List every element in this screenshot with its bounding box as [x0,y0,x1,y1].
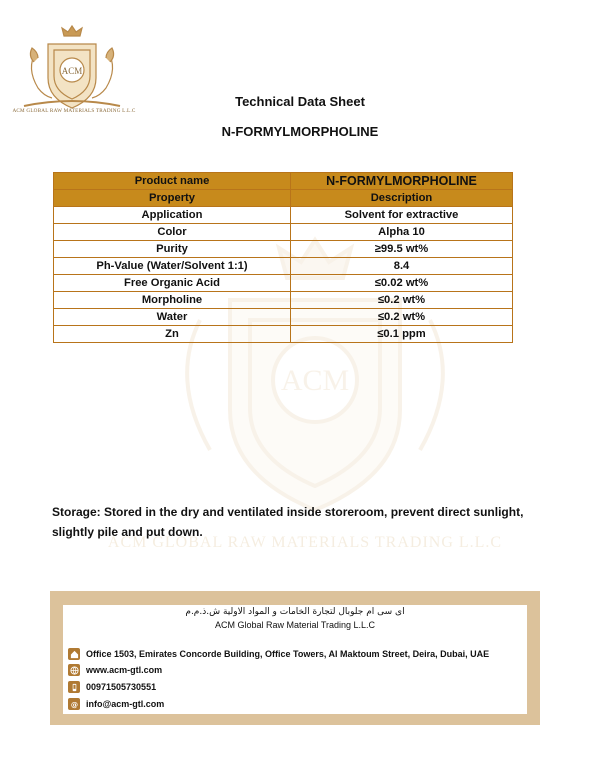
document-title: Technical Data Sheet [235,94,365,109]
property-cell: Application [54,207,291,224]
table-row [54,207,513,224]
watermark-text: ACM GLOBAL RAW MATERIALS TRADING L.L.C [107,534,503,551]
product-name-value: N-FORMYLMORPHOLINE [291,173,513,190]
table-row [54,326,513,343]
address-text: Office 1503, Emirates Concorde Building, Office Towers, Al Maktoum Street, Deira, Dubai, UAE [86,649,490,659]
storage-note: Storage: Stored in the dry and ventilated inside storeroom, prevent direct sunlight, slightly pile and put down. [52,505,524,539]
email-icon [68,698,80,710]
description-cell: ≥99.5 wt% [291,241,513,258]
description-cell: 8.4 [291,258,513,275]
column-header-row [54,190,513,207]
company-name-english: ACM Global Raw Material Trading L.L.C [214,620,376,630]
logo-caption: ACM GLOBAL RAW MATERIALS TRADING L.L.C [12,108,136,114]
globe-icon [68,664,80,676]
svg-text:@: @ [70,699,78,709]
spec-table [53,172,513,343]
product-name-label: Product name [54,173,291,190]
column-header-description: Description [291,190,513,207]
home-icon [68,648,80,660]
property-cell: Purity [54,241,291,258]
watermark-monogram: ACM [280,364,350,397]
table-row [54,275,513,292]
footer-panel [63,605,527,714]
website-link[interactable]: www.acm-gtl.com [86,665,163,675]
description-cell: ≤0.1 ppm [291,326,513,343]
property-cell: Ph-Value (Water/Solvent 1:1) [54,258,291,275]
column-header-property: Property [54,190,291,207]
company-name-arabic: اى سى ام جلوبال لتجارة الخامات و المواد الاولية ش.ذ.م.م [185,607,405,617]
description-cell: ≤0.2 wt% [291,292,513,309]
property-cell: Free Organic Acid [54,275,291,292]
property-cell: Zn [54,326,291,343]
property-cell: Morpholine [54,292,291,309]
description-cell: ≤0.02 wt% [291,275,513,292]
email-row [68,698,164,710]
address-row [68,648,489,660]
property-cell: Color [54,224,291,241]
table-header-row [54,173,513,190]
footer [50,591,540,725]
table-row [54,292,513,309]
phone-text[interactable]: 00971505730551 [86,682,157,692]
table-row [54,224,513,241]
logo-monogram: ACM [61,66,83,76]
table-row [54,241,513,258]
property-cell: Water [54,309,291,326]
email-link[interactable]: info@acm-gtl.com [86,699,165,709]
phone-icon [68,681,80,693]
document-subtitle: N-FORMYLMORPHOLINE [221,124,379,139]
table-row [54,258,513,275]
description-cell: Solvent for extractive [291,207,513,224]
website-row [68,664,162,676]
description-cell: Alpha 10 [291,224,513,241]
table-row [54,309,513,326]
description-cell: ≤0.2 wt% [291,309,513,326]
phone-row [68,681,156,693]
